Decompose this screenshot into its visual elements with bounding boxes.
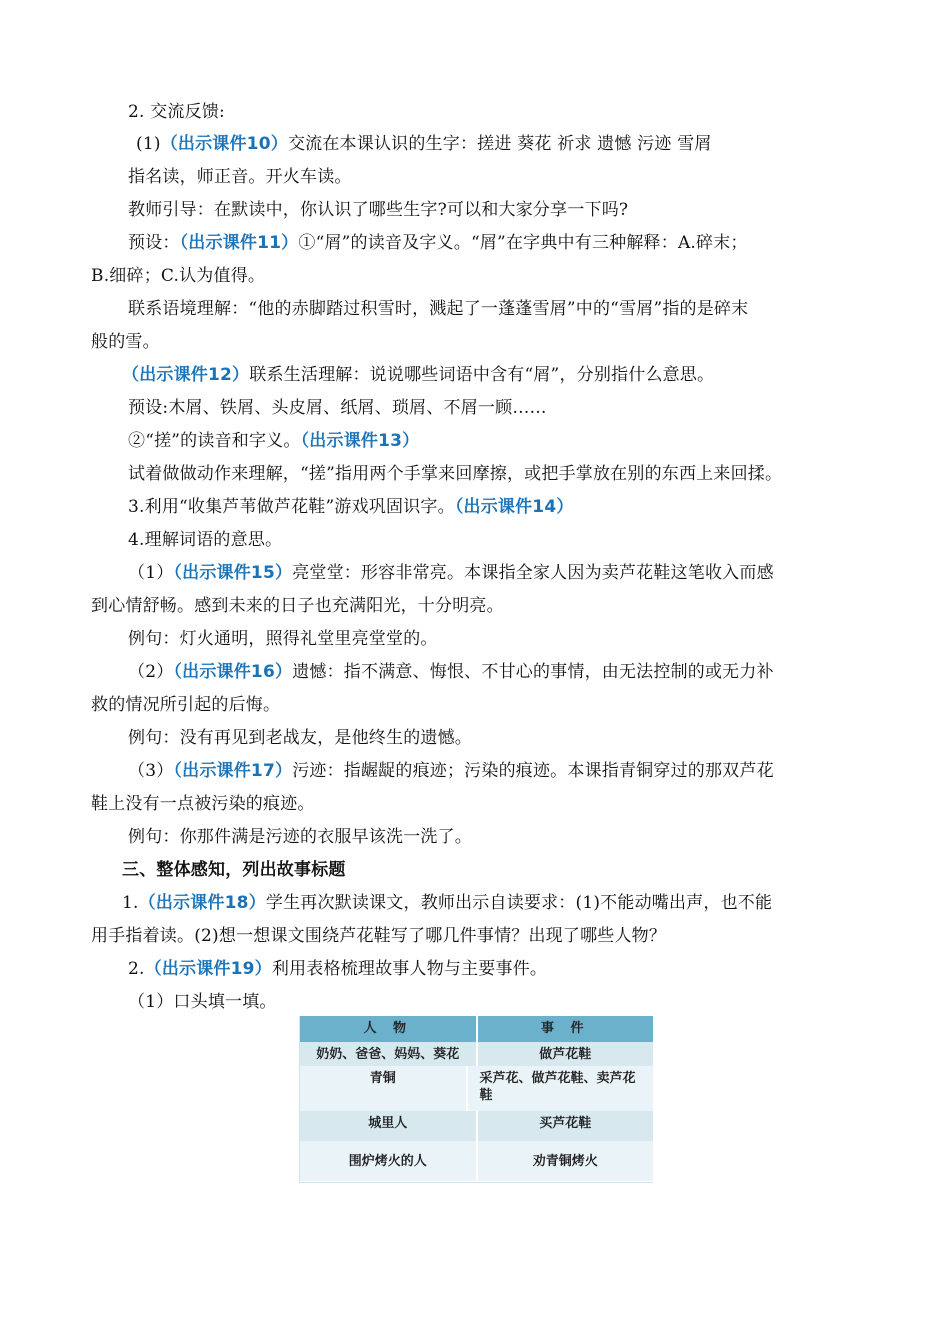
- table-row: [300, 1111, 653, 1141]
- courseware-ref: （出示课件13）: [300, 431, 420, 451]
- text-line: 预设:木屑、铁屑、头皮屑、纸屑、琐屑、不屑一顾……: [128, 398, 547, 418]
- text-line: 4.理解词语的意思。: [128, 530, 283, 550]
- table-row: [300, 1066, 653, 1111]
- table-header-cell: 人 物: [363, 1021, 413, 1036]
- table-cell: 买芦花鞋: [476, 1111, 654, 1141]
- text-line: 联系语境理解：“他的赤脚踏过积雪时，溅起了一蓬蓬雪屑”中的“雪屑”指的是碎末: [128, 299, 749, 319]
- text-line: 例句：没有再见到老战友，是他终生的遗憾。: [128, 728, 472, 748]
- table-cell: 劝青铜烤火: [476, 1141, 654, 1181]
- text-line: 救的情况所引起的后悔。: [91, 695, 281, 715]
- text-line: 1.（出示课件18）学生再次默读课文，教师出示自读要求：(1)不能动嘴出声，也不能: [122, 893, 773, 913]
- text-line: (1)（出示课件10）交流在本课认识的生字：搓进 葵花 祈求 遗憾 污迹 雪屑: [136, 134, 712, 154]
- courseware-ref: （出示课件10）: [160, 134, 288, 154]
- story-table: [299, 1016, 653, 1183]
- text-line: （2）（出示课件16）遗憾：指不满意、悔恨、不甘心的事情，由无法控制的或无力补: [128, 662, 774, 682]
- text-line: 例句：你那件满是污迹的衣服早该洗一洗了。: [128, 827, 472, 847]
- courseware-ref: （出示课件19）: [144, 959, 272, 979]
- text-line: 试着做做动作来理解，“搓”指用两个手掌来回摩擦，或把手掌放在别的东西上来回揉。: [128, 464, 783, 484]
- text-line: 鞋上没有一点被污染的痕迹。: [91, 794, 315, 814]
- courseware-ref: （出示课件11）: [179, 233, 299, 253]
- table-row: [300, 1042, 653, 1066]
- courseware-ref: （出示课件17）: [173, 761, 293, 781]
- table-cell: 围炉烤火的人: [348, 1154, 427, 1169]
- text-line: 3.利用“收集芦苇做芦花鞋”游戏巩固识字。（出示课件14）: [128, 497, 574, 517]
- text-line: 般的雪。: [91, 332, 160, 352]
- section-heading: 三、整体感知，列出故事标题: [122, 860, 346, 880]
- table-cell: 做芦花鞋: [476, 1042, 654, 1066]
- text-line: （出示课件12）联系生活理解：说说哪些词语中含有“屑”，分别指什么意思。: [122, 365, 715, 385]
- courseware-ref: （出示课件12）: [122, 365, 250, 385]
- text-line: ②“搓”的读音和字义。（出示课件13）: [128, 431, 420, 451]
- text-line: 指名读，师正音。开火车读。: [128, 167, 352, 187]
- courseware-ref: （出示课件14）: [454, 497, 574, 517]
- table-cell: 青铜: [369, 1071, 396, 1086]
- table-row: [300, 1141, 653, 1181]
- text-line: （1）（出示课件15）亮堂堂：形容非常亮。本课指全家人因为卖芦花鞋这笔收入而感: [128, 563, 774, 583]
- courseware-ref: （出示课件16）: [173, 662, 293, 682]
- text-line: 教师引导：在默读中，你认识了哪些生字?可以和大家分享一下吗?: [128, 200, 629, 220]
- text-line: 2. 交流反馈:: [128, 102, 225, 122]
- table-cell: 奶奶、爸爸、妈妈、葵花: [316, 1047, 460, 1062]
- text-line: 用手指着读。(2)想一想课文围绕芦花鞋写了哪几件事情？出现了哪些人物？: [91, 926, 667, 946]
- courseware-ref: （出示课件18）: [138, 893, 266, 913]
- table-header: [300, 1016, 653, 1042]
- text-line: （3）（出示课件17）污迹：指龌龊的痕迹；污染的痕迹。本课指青铜穿过的那双芦花: [128, 761, 774, 781]
- table-header-cell: 事 件: [476, 1016, 654, 1042]
- text-line: 到心情舒畅。感到未来的日子也充满阳光，十分明亮。: [91, 596, 504, 616]
- table-cell: 采芦花、做芦花鞋、卖芦花鞋: [466, 1066, 654, 1111]
- text-line: B.细碎；C.认为值得。: [91, 266, 266, 286]
- text-line: （1）口头填一填。: [128, 992, 277, 1012]
- table-cell: 城里人: [368, 1116, 408, 1131]
- text-line: 例句：灯火通明，照得礼堂里亮堂堂的。: [128, 629, 438, 649]
- text-line: 预设：（出示课件11）①“屑”的读音及字义。“屑”在字典中有三种解释：A.碎末；: [128, 233, 748, 253]
- courseware-ref: （出示课件15）: [173, 563, 293, 583]
- text-line: 2.（出示课件19）利用表格梳理故事人物与主要事件。: [128, 959, 548, 979]
